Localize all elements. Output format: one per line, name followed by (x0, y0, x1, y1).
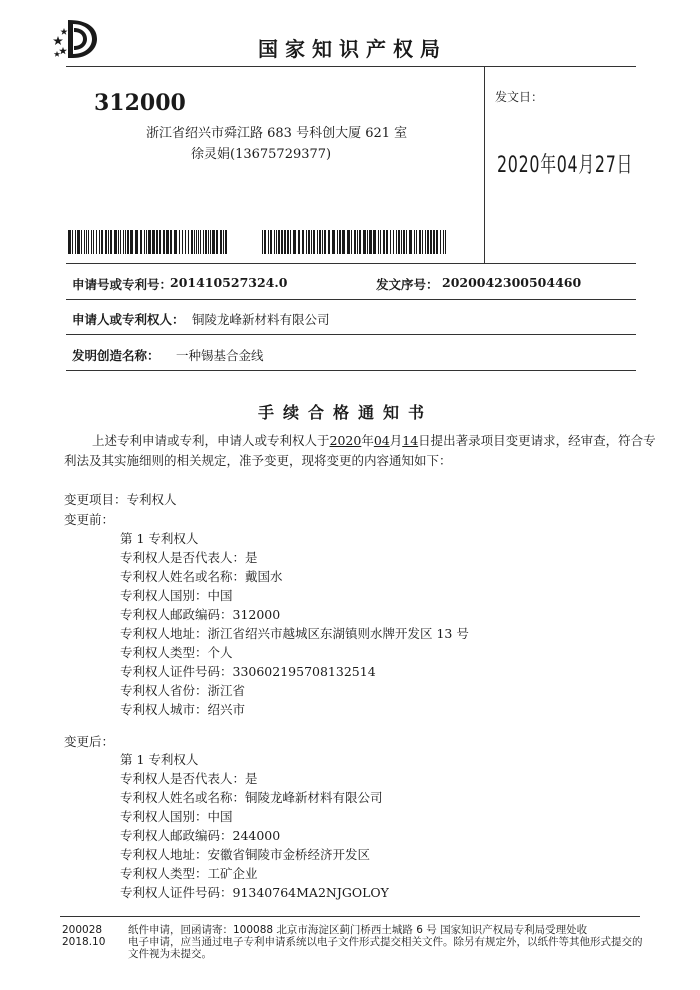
before-field: 专利权人证件号码：330602195708132514 (120, 664, 376, 679)
before-change-label: 变更前： (64, 512, 115, 527)
request-day: 14 (402, 433, 419, 448)
barcode-icon (68, 230, 228, 254)
before-field: 专利权人邮政编码：312000 (120, 607, 281, 622)
notice-text: 年 (361, 433, 374, 448)
invention-label: 发明创造名称： (72, 348, 160, 363)
notice-paragraph-line-1 (92, 431, 656, 451)
recipient-name: 徐灵娟(13675729377) (191, 147, 332, 162)
before-field: 专利权人地址：浙江省绍兴市越城区东湖镇则水牌开发区 13 号 (120, 626, 469, 641)
after-change-label: 变更后： (64, 734, 115, 749)
applicant-name: 铜陵龙峰新材料有限公司 (192, 312, 330, 327)
notice-paragraph-line-2: 利法及其实施细则的相关规定，准予变更，现将变更的内容通知如下： (64, 453, 452, 468)
send-date-label: 发文日： (495, 90, 544, 104)
postal-code: 312000 (94, 90, 186, 116)
invention-row (66, 336, 636, 371)
mailing-address: 浙江省绍兴市舜江路 683 号科创大厦 621 室 (146, 126, 408, 141)
after-field: 专利权人国别：中国 (120, 809, 233, 824)
before-field: 第 1 专利权人 (120, 531, 199, 546)
after-field: 专利权人证件号码：91340764MA2NJGOLOY (120, 885, 389, 900)
form-date: 2018.10 (62, 936, 106, 948)
footer-electronic-notice-cont: 文件视为未提交。 (128, 948, 212, 960)
request-year: 2020 (329, 433, 362, 448)
application-number: 201410527324.0 (170, 275, 288, 290)
after-field: 第 1 专利权人 (120, 752, 199, 767)
after-field: 专利权人姓名或名称：铜陵龙峰新材料有限公司 (120, 790, 383, 805)
notice-title: 手续合格通知书 (258, 403, 434, 422)
request-month: 04 (373, 433, 390, 448)
barcode-icon (262, 230, 448, 254)
office-name: 国家知识产权局 (258, 37, 447, 61)
document-number: 2020042300504460 (442, 275, 582, 290)
footer-divider (60, 916, 640, 917)
notice-text: 月 (389, 433, 403, 448)
form-code: 200028 (62, 924, 103, 936)
cnipa-logo-icon (52, 14, 100, 62)
before-field: 专利权人城市：绍兴市 (120, 702, 246, 717)
before-field: 专利权人是否代表人：是 (120, 550, 258, 565)
before-field: 专利权人姓名或名称：戴国水 (120, 569, 283, 584)
before-field: 专利权人国别：中国 (120, 588, 233, 603)
notice-text: 上述专利申请或专利，申请人或专利权人于 (92, 433, 330, 448)
after-field: 专利权人是否代表人：是 (120, 771, 258, 786)
address-divider (484, 66, 485, 263)
footer-electronic-notice: 电子申请，应当通过电子专利申请系统以电子文件形式提交相关文件。除另有规定外，以纸件等其他形式提交的 (128, 936, 643, 948)
application-number-row (66, 265, 636, 300)
footer-paper-notice: 纸件申请，回函请寄：100088 北京市海淀区蓟门桥西土城路 6 号 国家知识产权局专利局受理处收 (128, 924, 588, 936)
application-number-label: 申请号或专利号： (72, 277, 173, 292)
send-date-stamp: 2020年04月27日 (497, 153, 634, 178)
after-field: 专利权人类型：工矿企业 (120, 866, 258, 881)
applicant-row (66, 300, 636, 335)
after-field: 专利权人邮政编码：244000 (120, 828, 281, 843)
before-field: 专利权人类型：个人 (120, 645, 233, 660)
before-field: 专利权人省份：浙江省 (120, 683, 246, 698)
notice-text: 日提出著录项目变更请求，经审查，符合专 (418, 433, 656, 448)
applicant-label: 申请人或专利权人： (72, 312, 185, 327)
change-item: 变更项目：专利权人 (64, 492, 177, 507)
after-field: 专利权人地址：安徽省铜陵市金桥经济开发区 (120, 847, 371, 862)
document-number-label: 发文序号： (376, 277, 439, 292)
invention-title: 一种锡基合金线 (176, 348, 264, 363)
